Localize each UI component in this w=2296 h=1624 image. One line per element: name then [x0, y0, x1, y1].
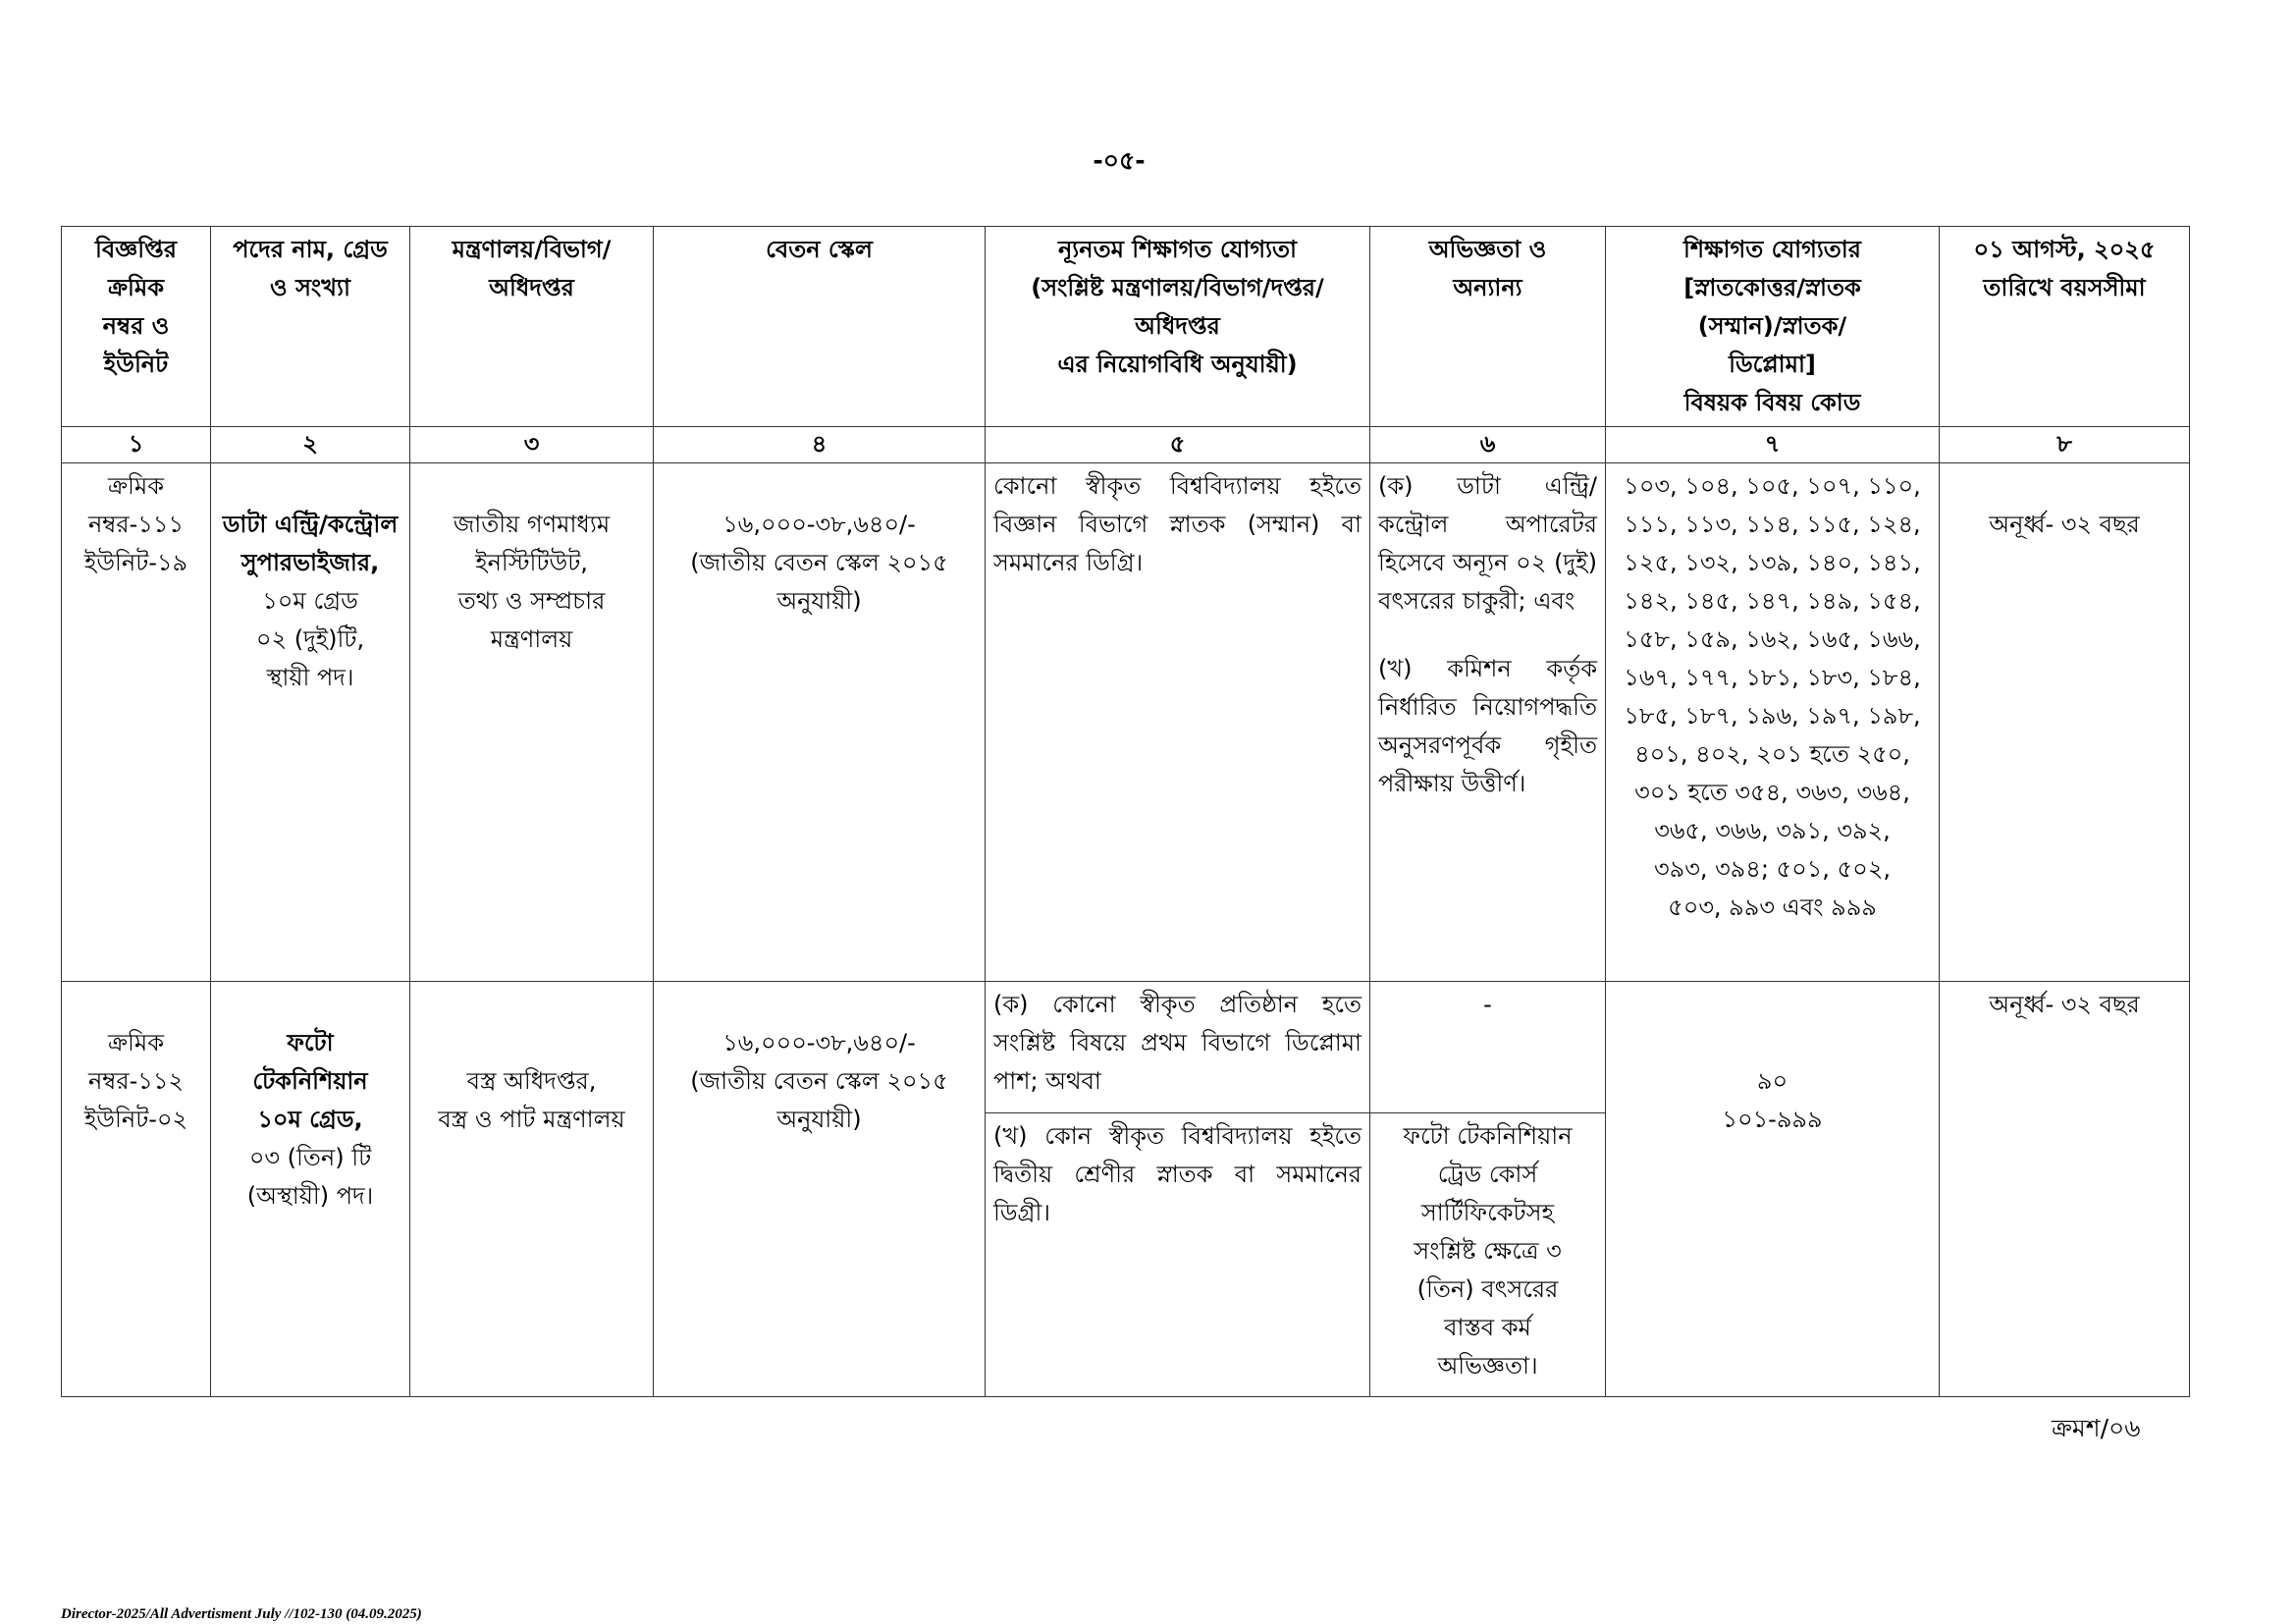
- qualification-option-a: (ক) কোনো স্বীকৃত প্রতিষ্ঠান হতে সংশ্লিষ্ট বিষয়ে প্রথম বিভাগে ডিপ্লোমা পাশ; অথবা: [993, 991, 1362, 1095]
- header-pay-scale: বেতন স্কেল: [654, 227, 986, 427]
- column-number-row: [62, 427, 2190, 463]
- ministry-cell: জাতীয় গণমাধ্যম ইনস্টিটিউট, তথ্য ও সম্প্রচার মন্ত্রণালয়: [410, 463, 654, 982]
- page-number: -০৫-: [1093, 146, 1146, 175]
- table-row: [62, 463, 2190, 982]
- header-post-name: পদের নাম, গ্রেড ও সংখ্যা: [211, 227, 410, 427]
- vacancy-table: [61, 226, 2190, 1397]
- header-subject-code: শিক্ষাগত যোগ্যতার [স্নাতকোত্তর/স্নাতক (সম্মান)/স্নাতক/ ডিপ্লোমা] বিষয়ক বিষয় কোড: [1606, 227, 1940, 427]
- pay-scale-cell: ১৬,০০০-৩৮,৬৪০/- (জাতীয় বেতন স্কেল ২০১৫ অনুযায়ী): [654, 982, 986, 1397]
- qualification-option-b: (খ) কোন স্বীকৃত বিশ্ববিদ্যালয় হইতে দ্বিতীয় শ্রেণীর স্নাতক বা সমমানের ডিগ্রী।: [986, 1112, 1369, 1396]
- post-name-cell: ডাটা এন্ট্রি/কন্ট্রোল সুপারভাইজার, ১০ম গ্রেড ০২ (দুই)টি, স্থায়ী পদ।: [211, 463, 410, 982]
- post-name-cell: ফটো টেকনিশিয়ান ১০ম গ্রেড, ০৩ (তিন) টি (অস্থায়ী) পদ।: [211, 982, 410, 1397]
- column-number: ৫: [986, 427, 1370, 463]
- header-row: [62, 227, 2190, 427]
- serial-cell: ক্রমিক নম্বর-১১২ ইউনিট-০২: [62, 982, 211, 1397]
- qualification-cell: কোনো স্বীকৃত বিশ্ববিদ্যালয় হইতে বিজ্ঞান বিভাগে স্নাতক (সম্মান) বা সমমানের ডিগ্রি।: [986, 463, 1370, 982]
- column-number: ৩: [410, 427, 654, 463]
- continued-marker: ক্রমশ/০৬: [2052, 1414, 2141, 1442]
- header-age-limit: ০১ আগস্ট, ২০২৫ তারিখে বয়সসীমা: [1940, 227, 2190, 427]
- column-number: ৮: [1940, 427, 2190, 463]
- header-ministry: মন্ত্রণালয়/বিভাগ/ অধিদপ্তর: [410, 227, 654, 427]
- column-number: ২: [211, 427, 410, 463]
- pay-scale-cell: ১৬,০০০-৩৮,৬৪০/- (জাতীয় বেতন স্কেল ২০১৫ অনুযায়ী): [654, 463, 986, 982]
- document-reference: Director-2025/All Advertisment July //102-130 (04.09.2025): [61, 1606, 422, 1622]
- age-limit-cell: অনূর্ধ্ব- ৩২ বছর: [1940, 982, 2190, 1397]
- header-qualification: ন্যূনতম শিক্ষাগত যোগ্যতা (সংশ্লিষ্ট মন্ত্রণালয়/বিভাগ/দপ্তর/ অধিদপ্তর এর নিয়োগবিধি অনুযায়ী): [986, 227, 1370, 427]
- header-experience: অভিজ্ঞতা ও অন্যান্য: [1370, 227, 1606, 427]
- column-number: ৭: [1606, 427, 1940, 463]
- header-serial: বিজ্ঞপ্তির ক্রমিক নম্বর ও ইউনিট: [62, 227, 211, 427]
- column-number: ১: [62, 427, 211, 463]
- age-limit-cell: অনূর্ধ্ব- ৩২ বছর: [1940, 463, 2190, 982]
- table-row: [62, 982, 2190, 1397]
- subject-code-cell: ১০৩, ১০৪, ১০৫, ১০৭, ১১০, ১১১, ১১৩, ১১৪, ১১৫, ১২৪, ১২৫, ১৩২, ১৩৯, ১৪০, ১৪১, ১৪২, ১৪৫, ১৪৭, ১৪৯, ১৫৪, ১৫৮, ১৫৯, ১৬২, ১৬৫, ১৬৬, ১৬৭, ১৭৭, ১৮১, ১৮৩, ১৮৪, ১৮৫, ১৮৭, ১৯৬, ১৯৭, ১৯৮, ৪০১, ৪০২, ২০১ হতে ২৫০, ৩০১ হতে ৩৫৪, ৩৬৩, ৩৬৪, ৩৬৫, ৩৬৬, ৩৯১, ৩৯২, ৩৯৩, ৩৯৪; ৫০১, ৫০২, ৫০৩, ৯৯৩ এবং ৯৯৯: [1606, 463, 1940, 982]
- experience-option-a: -: [1483, 991, 1492, 1018]
- ministry-cell: বস্ত্র অধিদপ্তর, বস্ত্র ও পাট মন্ত্রণালয়: [410, 982, 654, 1397]
- experience-cell: (ক) ডাটা এন্ট্রি/ কন্ট্রোল অপারেটর হিসেবে অন্যূন ০২ (দুই) বৎসরের চাকুরী; এবং (খ) কমিশন কর্তৃক নির্ধারিত নিয়োগপদ্ধতি অনুসরণপূর্বক গৃহীত পরীক্ষায় উত্তীর্ণ।: [1370, 463, 1606, 982]
- column-number: ৪: [654, 427, 986, 463]
- experience-option-b: ফটো টেকনিশিয়ান ট্রেড কোর্স সার্টিফিকেটসহ সংশ্লিষ্ট ক্ষেত্রে ৩ (তিন) বৎসরের বাস্তব কর্ম অভিজ্ঞতা।: [1370, 1112, 1605, 1396]
- column-number: ৬: [1370, 427, 1606, 463]
- qualification-cell: [986, 982, 1370, 1397]
- subject-code-cell: ৯০ ১০১-৯৯৯: [1606, 982, 1940, 1397]
- experience-cell: [1370, 982, 1606, 1397]
- serial-cell: ক্রমিক নম্বর-১১১ ইউনিট-১৯: [62, 463, 211, 982]
